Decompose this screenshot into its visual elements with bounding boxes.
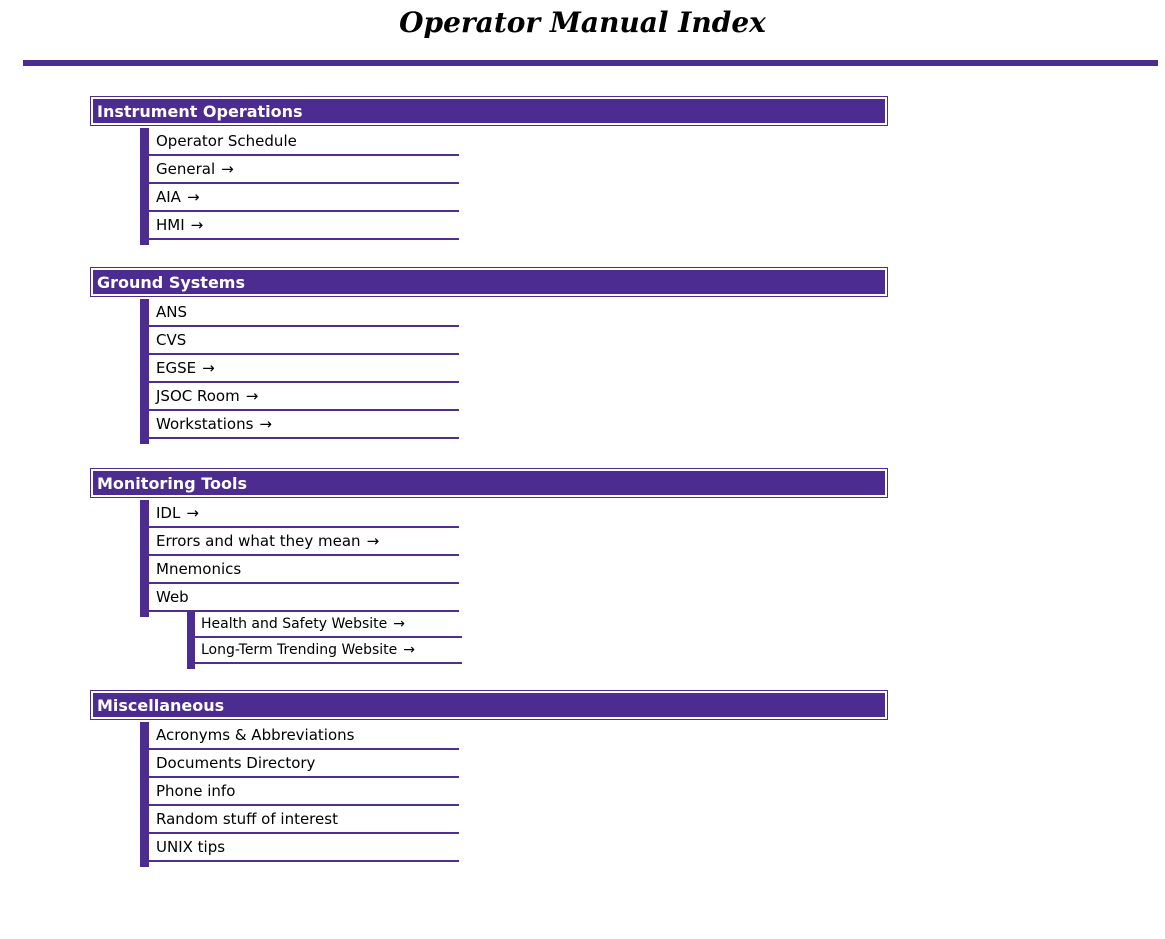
monitoring-tools-menu-list	[140, 500, 459, 617]
menu-item-phone-info[interactable]	[140, 778, 459, 806]
menu-item-hmi[interactable]	[140, 212, 459, 240]
menu-item-jsoc-room[interactable]	[140, 383, 459, 411]
menu-item-health-and-safety-website[interactable]	[187, 612, 462, 638]
menu-item-label: JSOC Room	[156, 387, 240, 405]
menu-item-label: Mnemonics	[156, 560, 242, 578]
instrument-operations-menu-list	[140, 128, 459, 245]
submenu-arrow-icon: →	[366, 532, 380, 550]
menu-item-random-stuff-of-interest[interactable]	[140, 806, 459, 834]
title-divider-rule	[23, 60, 1158, 66]
menu-item-operator-schedule[interactable]	[140, 128, 459, 156]
menu-item-label: Random stuff of interest	[156, 810, 338, 828]
menu-item-label: Phone info	[156, 782, 236, 800]
menu-item-acronyms-abbreviations[interactable]	[140, 722, 459, 750]
section-header-instrument-operations	[90, 96, 888, 126]
menu-item-label: HMI	[156, 216, 185, 234]
submenu-arrow-icon: →	[245, 387, 259, 405]
sections-container	[90, 96, 888, 867]
section-title: Monitoring Tools	[97, 473, 247, 493]
menu-item-label: Errors and what they mean	[156, 532, 361, 550]
menu-item-documents-directory[interactable]	[140, 750, 459, 778]
submenu-arrow-icon: →	[403, 642, 415, 658]
submenu-arrow-icon: →	[221, 160, 234, 178]
menu-item-aia[interactable]	[140, 184, 459, 212]
section-monitoring-tools	[90, 468, 888, 669]
section-ground-systems	[90, 267, 888, 444]
web-sub-list	[187, 612, 462, 669]
menu-item-label: Web	[156, 588, 189, 606]
menu-item-label: Operator Schedule	[156, 132, 297, 150]
menu-item-long-term-trending-website[interactable]	[187, 638, 462, 664]
menu-item-label: EGSE	[156, 359, 197, 377]
menu-item-cvs[interactable]	[140, 327, 459, 355]
page-title: Operator Manual Index	[399, 6, 766, 39]
menu-item-label: Health and Safety Website	[201, 616, 388, 632]
menu-item-mnemonics[interactable]	[140, 556, 459, 584]
menu-item-workstations[interactable]	[140, 411, 459, 439]
menu-item-idl[interactable]	[140, 500, 459, 528]
menu-item-label: Long-Term Trending Website	[201, 642, 398, 658]
menu-item-label: CVS	[156, 331, 187, 349]
menu-item-errors-and-what-they-mean[interactable]	[140, 528, 459, 556]
section-miscellaneous	[90, 690, 888, 867]
miscellaneous-menu-list	[140, 722, 459, 867]
menu-item-label: Workstations	[156, 415, 254, 433]
section-header-ground-systems	[90, 267, 888, 297]
submenu-arrow-icon: →	[259, 415, 272, 433]
menu-item-label: ANS	[156, 303, 188, 321]
section-header-monitoring-tools	[90, 468, 888, 498]
section-title: Ground Systems	[97, 272, 245, 292]
submenu-arrow-icon: →	[202, 359, 215, 377]
submenu-arrow-icon: →	[186, 504, 199, 522]
submenu-arrow-icon: →	[186, 188, 200, 206]
menu-item-general[interactable]	[140, 156, 459, 184]
menu-item-label: IDL	[156, 504, 181, 522]
section-title: Miscellaneous	[97, 695, 225, 715]
menu-item-label: AIA	[156, 188, 181, 206]
section-header-miscellaneous	[90, 690, 888, 720]
menu-item-label: UNIX tips	[156, 838, 226, 856]
menu-item-label: Documents Directory	[156, 754, 316, 772]
menu-item-unix-tips[interactable]	[140, 834, 459, 862]
ground-systems-menu-list	[140, 299, 459, 444]
submenu-arrow-icon: →	[393, 616, 405, 632]
menu-item-label: Acronyms & Abbreviations	[156, 726, 355, 744]
menu-item-label: General	[156, 160, 216, 178]
section-instrument-operations	[90, 96, 888, 245]
submenu-arrow-icon: →	[190, 216, 204, 234]
section-title: Instrument Operations	[97, 101, 303, 121]
menu-item-web[interactable]	[140, 584, 459, 612]
menu-item-ans[interactable]	[140, 299, 459, 327]
menu-item-egse[interactable]	[140, 355, 459, 383]
